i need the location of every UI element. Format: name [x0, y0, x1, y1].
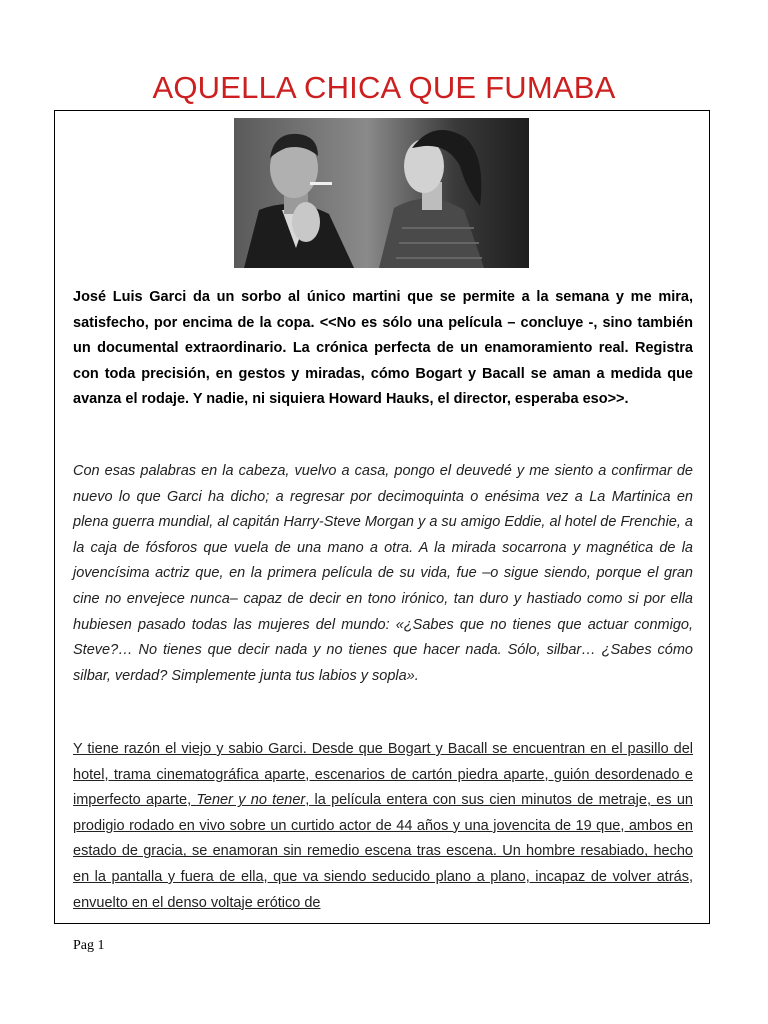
page-number: Pag 1 — [73, 938, 105, 953]
paragraph-intro: José Luis Garci da un sorbo al único martini que se permite a la semana y me mira, satisfecho, por encima de la copa. <<No es sólo una película – concluye -, sino también un documental extraordinario. La crónica perfecta de un enamoramiento real. Registra con toda precisión, en gestos y miradas, cómo Bogart y Bacall se aman a medida que avanza el rodaje. Y nadie, ni siquiera Howard Hauks, el director, esperaba eso>>. — [73, 289, 693, 408]
film-title-text: Tener y no tener — [196, 792, 306, 809]
film-still-photo — [234, 118, 529, 268]
paragraph-garci-part2: , la película entera con sus cien minutos de metraje, es un prodigio rodado en vivo sobre un curtido actor de 44 años y una jovencita de 19 que, ambos en estado de gracia, se enamoran sin remedio escena tras escena. Un hombre resabiado, hecho en la pantalla y fuera de ella, que va siendo seducido plano a plano, incapaz de volver atrás, envuelto en el denso voltaje erótico de — [73, 792, 694, 911]
paragraph-quote: Con esas palabras en la cabeza, vuelvo a casa, pongo el deuvedé y me siento a confirmar de nuevo lo que Garci ha dicho; a regresar por decimoquinta o enésima vez a La Martinica en plena guerra mundial, al capitán Harry-Steve Morgan y a su amigo Eddie, al hotel de Frenchie, a la caja de fósforos que vuela de una mano a otra. A la mirada socarrona y magnética de la jovencísima actriz que, en la primera película de su vida, fue –o sigue siendo, porque el gran cine no envejece nunca– capaz de decir en tono irónico, tan duro y hastiado como si por ella hubiesen pasado todas las mujeres del mundo: «¿Sabes que no tienes que actuar conmigo, Steve?… No tienes que decir nada y no tienes que hacer nada. Sólo, silbar… ¿Sabes cómo silbar, verdad? Simplemente junta tus labios y sopla». — [73, 463, 693, 684]
paragraph-garci — [73, 737, 693, 916]
page-title: AQUELLA CHICA QUE FUMABA — [152, 70, 616, 105]
paragraph-garci-part1: Y tiene razón el viejo y sabio Garci. Desde que Bogart y Bacall se encuentran en el pasillo del hotel, trama cinematográfica aparte, escenarios de cartón piedra aparte, guión desordenado e imperfecto aparte, — [73, 741, 693, 809]
